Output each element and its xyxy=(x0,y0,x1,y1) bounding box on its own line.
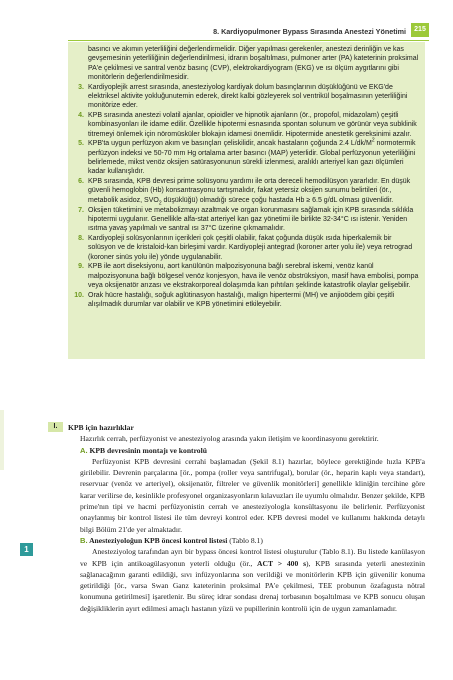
item-text: Kardiyoplejik arrest sırasında, anesteziyolog kardiyak dolum basınçlarının düşüklüğünü ve EKG'de elektriksel aktivite yokluğunutemin ederek, direkt kalbi gözleyerek sol ventrikül boşalmasının yeterliliğini monitörize eder. xyxy=(88,83,408,110)
subscript: 2 xyxy=(158,200,162,207)
section-intro: Hazırlık cerrah, perfüzyonist ve anesteziyolog arasında yakın iletişim ve koordinasyonu gerektirir. xyxy=(80,434,379,444)
item-number: 7. xyxy=(78,206,84,214)
item-text: KPB sırasında anestezi volatil ajanlar, opioidler ve hipnotik ajanların (ör., propofol, midazolam) çeşitli kombinasyonları ile idame edilir. Özellikle hipotermi esnasında spontan solunum ve görünür veya subklinik titremeyi önlemek için nöromüsküler blokajın idamesi önemlidir. Hipotermide anestetik gereksinimi azalır. xyxy=(88,112,417,138)
main-text xyxy=(53,422,425,614)
key-point-item xyxy=(78,206,420,234)
item-text: KPB ile aort diseksiyonu, aort kanülünün malpozisyonuna bağlı serebral iskemi, venöz kanül malpozisyonuna bağlı bölgesel venöz konjesyon, hava ile venöz obstrüksiyon, masif hava embolisi, pompa veya oksijenatör arızası ve ekstrakorporeal dolaşımda kan pıhtıları şeklinde katastrofik olaylar gelişebilir. xyxy=(88,263,419,289)
subsection-b-letter: B. xyxy=(80,535,88,545)
subsection-b-text xyxy=(68,546,425,614)
key-point-item xyxy=(78,262,420,290)
item-number: 5. xyxy=(78,140,84,148)
item-number: 4. xyxy=(78,112,84,120)
subsection-a-letter: A. xyxy=(80,445,88,455)
key-point-item xyxy=(78,138,420,176)
subsection-b-title: Anesteziyoloğun KPB öncesi kontrol listesi xyxy=(89,535,228,545)
key-point-item xyxy=(78,111,420,139)
key-point-item xyxy=(78,177,420,207)
margin-marker-badge: 1 xyxy=(20,543,33,556)
item-text: Kardiyopleji solüsyonlarının içerikleri çok çeşitli olabilir, fakat çoğunda düşük ısıda hiperkalemik bir solüsyon ve de kristaloid-kan birleşimi vardır. Kardiyopleji antegrad (koroner arter yolu ile) veya retrograd (koroner sinüs yolu ile) yönde uygulanabilir. xyxy=(88,234,413,261)
section-title: KPB için hazırlıklar xyxy=(68,423,134,432)
subsection-b-heading xyxy=(68,535,425,546)
page-number: 215 xyxy=(411,23,429,37)
act-value: ACT > 400 s xyxy=(257,558,307,568)
key-point-item xyxy=(88,45,420,82)
chapter-header: 8. Kardiyopulmoner Bypass Sırasında Anestezi Yönetimi xyxy=(213,27,406,36)
b-text-post: ), KPB sırasında yeterli anestezinin sağlanacağının garanti edildiği, sıvı infüzyonlarına son verildiği ve monitörlerin KPB için güvenilir konuma getirildiği [ör., varsa Swan Ganz kateterinin proksimal PA'e çekilmesi, TEE probunun özafagusta nötral konumuna getirilmesi] işaretlenir. Bu süreç idrar sondası drenaj torbasının boşaltılması ve KPB sonucu oluşan değişikliklerin ayırt edilmesi amaçlı hastanın yüzü ve pupillerinin kontrolü için de uygun zamanlamadır. xyxy=(80,558,425,613)
superscript: 2 xyxy=(371,138,375,145)
item-text: KPB'ta uygun perfüzyon akım ve basınçları çeliskilidir, ancak hastaların çoğunda 2.4 L/dk/M xyxy=(88,140,372,148)
subsection-a-text: Perfüzyonist KPB devresini cerrahi başlamadan (Şekil 8.1) hazırlar, böylece gerektiğinde hızla KPB'a girilebilir. Devrenin parçalarına [ör., pompa (roller veya santrifugal), borular (ör., heparin kaplı veya standart), reservuar (venöz ve arteriyel), oksijenatör, filtreler ve güvenlik monitörleri] genellikle kliniğin tercihine göre karar verilirse de, kesinlikle profesyonel organizasyonların kılavuzları ile uyumlu olmalıdır. Benzer şekilde, KPB prime'nın tipi ve hacmi perfüzyonistin cerrah ve anesteziyologla konsültasyonu ile belirlenir. Perfüzyonist onaylanmış bir kontrol listesi ile tüm devreyi kontrol eder. KPB devresi model ve kullanımı hakkında detaylı bilgi Bölüm 21'de yer almaktadır. xyxy=(80,456,425,534)
key-point-item xyxy=(74,291,420,310)
item-number: 6. xyxy=(78,178,84,186)
margin-strip xyxy=(0,410,4,470)
key-points-list xyxy=(74,45,420,309)
item-text: KPB sırasında, KPB devresi prime solüsyonu yardımı ile orta dereceli hemodilüsyon yararlıdır. En düşük güvenli hemoglobin (Hb) konsantrasyonu tartışmalıdır, fakat yetersiz oksijen sunumu belirtileri (ör., metabolik asidoz, SVO xyxy=(88,178,411,204)
item-text: Orak hücre hastalığı, soğuk aglütinasyon hastalığı, malign hipertermi (MH) ve anjioödem gibi çeşitli alışılmadık durumlar var olabilir ve KPB yönetimini etkileyebilir. xyxy=(88,291,395,309)
item-number: 8. xyxy=(78,234,84,242)
subsection-a-title: KPB devresinin montajı ve kontrolü xyxy=(89,445,207,455)
key-point-item xyxy=(78,234,420,262)
key-point-item xyxy=(78,83,420,111)
item-number: 10. xyxy=(74,291,84,299)
item-text: basıncı ve akımın yeterliliğini değerlendirmelidir. Diğer yapılması gerekenler, anestezi derinliğin ve kas gevşemesinin yeterliliğinin değerlendirilmesi, idrarın boşaltılması, pulmoner arter (PA) kateterinin proksimal PA'e çekilmesi ve santral venöz basınç (CVP), elektrokardiyogram (EKG) ve ısı ölçüm aygıtlarını gibi monitörlerin değerlendirilmesidir. xyxy=(88,46,419,81)
item-text-cont: düşüklüğü) olmadığı sürece çoğu hastada Hb ≥ 6.5 g/dL olması güvenlidir. xyxy=(161,196,394,204)
item-text-cont: normotermik perfüzyon indeksi ve 50-70 mm Hg ortalama arter basıncı (MAP) yeterlidir. Global perfüzyonun yeterliliğini belirlemede, mikst venöz oksijen satürasyonunun sürekli izlenmesi, aralıklı arteriyel kan gazı ölçümleri kadar kullanışlıdır. xyxy=(88,140,416,176)
item-number: 3. xyxy=(78,83,84,91)
key-points-box xyxy=(68,42,425,359)
header-rule xyxy=(68,40,429,41)
section-number: I. xyxy=(48,422,63,432)
item-text: Oksijen tüketimini ve metabolizmayı azaltmak ve organ korunmasını sağlamak için KPB sırasında sıklıkla hipotermi uygulanır. Genellikle alfa-stat arteriyel kan gaz yönetimi ile birlikte 32-34°C ısı istenir. Yeniden ısıtma yavaş yapılmalı ve santral ısı 37°C üzerine çıkmamalıdır. xyxy=(88,206,414,233)
item-number: 9. xyxy=(78,263,84,271)
subsection-a-heading xyxy=(68,445,425,456)
subsection-b-title-suffix: (Tablo 8.1) xyxy=(227,535,263,545)
b-text-pre: Anesteziyolog tarafından ayrı bir bypass öncesi kontrol listesi oluşturulur (Tablo 8.1). Bu listede kanülasyon ve KPB için antikoagülasyonun yeterli olduğu (ör., xyxy=(80,547,425,568)
